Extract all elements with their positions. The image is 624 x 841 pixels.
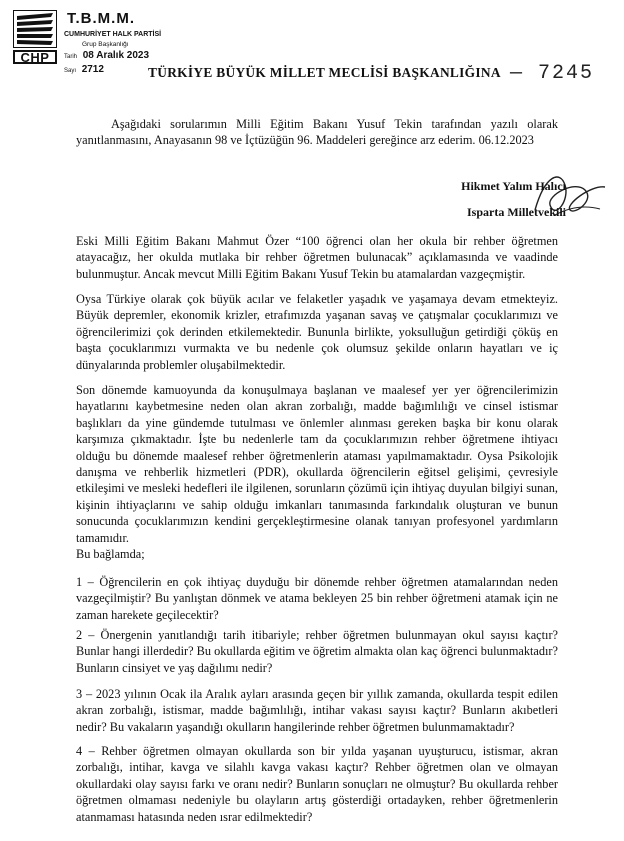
date-row <box>64 50 149 61</box>
document-heading: TÜRKİYE BÜYÜK MİLLET MECLİSİ BAŞKANLIĞINA <box>148 65 501 80</box>
date-value: 08 Aralık 2023 <box>82 50 150 61</box>
date-label: Tarih <box>64 54 78 60</box>
group-name: Grup Başkanlığı <box>82 41 129 48</box>
question-item: 3 – 2023 yılının Ocak ila Aralık ayları arasında geçen bir yıllık zamanda, okullarda tespit edilen akran zorbalığı, istismar, madde bağımlılığı, intihar vakası sayısı kaçtır? Bunların akıbetleri nedir? Bu vakaların yaşandığı okulların hangilerinde rehber öğretmen bulunmamaktadır? <box>76 687 558 734</box>
question-item: 1 – Öğrencilerin en çok ihtiyaç duyduğu bir dönemde rehber öğretmen atamalarından neden vazgeçilmiştir? Bu yanlıştan dönmek ve atama bekleyen 25 bin rehber öğretmeni atamak için ne zaman harekete geçilecektir? <box>76 575 558 622</box>
chp-logo <box>13 10 57 65</box>
body-paragraph: Bu bağlamda; <box>76 547 145 561</box>
intro-paragraph: Aşağıdaki sorularımın Milli Eğitim Bakanı Yusuf Tekin tarafından yazılı olarak yanıtlanmasını, Anayasanın 98 ve İçtüzüğün 96. Maddeleri gereğince arz ederim. 06.12.2023 <box>76 117 558 148</box>
question-item: 2 – Önergenin yanıtlandığı tarih itibariyle; rehber öğretmen bulunmayan okul sayısı kaçtır? Bunlar hangi illerdedir? Bu okullarda eğitim ve öğretim almakta olan kaç öğrenci bulunmaktadır? Bunların cinsiyet ve yaş dağılımı nedir? <box>76 628 558 675</box>
signatory-name: Hikmet Yalım Halıcı <box>461 179 566 193</box>
logo-text: CHP <box>13 50 57 64</box>
number-row <box>64 64 104 75</box>
body-paragraph: Eski Milli Eğitim Bakanı Mahmut Özer “100 öğrenci olan her okula bir rehber öğretmen atayacağız, her okulda mutlaka bir rehber öğretmen bulunacak” açıklamasında ve vaadinde bulunmuştur. Ancak mevcut Milli Eğitim Bakanı Yusuf Tekin bu atamalardan vazgeçmiştir. <box>76 234 558 281</box>
institution-name: T.B.M.M. <box>67 10 135 27</box>
signatory-title: Isparta Milletvekili <box>467 205 566 219</box>
party-name: CUMHURİYET HALK PARTİSİ <box>64 31 162 38</box>
handwritten-signature <box>515 165 615 230</box>
six-arrows-logo-icon <box>13 10 57 48</box>
body-paragraph: Son dönemde kamuoyunda da konuşulmaya başlanan ve maalesef yer yer öğrencilerimizin hayatlarını kaybetmesine neden olan akran zorbalığı, madde bağımlılığı ve cinsel istismar başlıkları da yine gündemde tutulması ve önlemler alınması gereken başka bir konu olarak karşımıza çıkmaktadır. İşte bu nedenlerle tam da çocuklarımızın rehber öğretmene ihtiyacı olduğu bu dönemde maalesef rehber öğretmenlerin ataması yapılmamaktadır. Oysa Psikolojik danışma ve rehberlik hizmetleri (PDR), okullarda öğrencilerin eğitsel gelişimi, çevresiyle etkileşimi ve mesleki hedefleri ile ilgilenen, sorunların çözümü için ihtiyaç duyulan bilgiyi sunan, kişinin ihtiyaçlarını ve sahip olduğu imkanları tanımasında farkındalık oluşturan ve bunun sonucunda çocuklarımızın kendini gerçekleştirmesine olanak tanıyan profesyonel yardımların tamamıdır. <box>76 383 558 545</box>
number-label: Sayı <box>64 68 77 74</box>
body-paragraph: Oysa Türkiye olarak çok büyük acılar ve felaketler yaşadık ve yaşamaya devam etmekteyiz. Büyük depremler, ekonomik krizler, etrafımızda yaşanan savaş ve çatışmalar çocuklarımızı ve öğrencilerimizi çok derinden etkilemektedir. Bununla birlikte, yoksulluğun getirdiği çöküş en başta çocuklarımızı vurmakta ve bu nedenle çok olumsuz şekilde onların hayatları ve iç dünyalarında problemler oluşabilmektedir. <box>76 292 558 372</box>
number-value: 2712 <box>81 64 104 75</box>
registry-stamp-number: — 7245 <box>510 62 595 85</box>
question-item: 4 – Rehber öğretmen olmayan okullarda son bir yılda yaşanan uyuşturucu, istismar, akran zorbalığı, intihar, kavga ve silahlı kavga vakası kaçtır? Rehber öğretmen olan ve olmayan okullardaki olay sayısı farkı ve oranı nedir? Bunların sonuçları ne olmuştur? Bu okullarda rehber öğretmen olmaması nedeniyle bu olayların artış gösterdiği ortadayken, rehber öğretmenlerin atanmaması hatasında neden ısrar edilmektedir? <box>76 744 558 824</box>
